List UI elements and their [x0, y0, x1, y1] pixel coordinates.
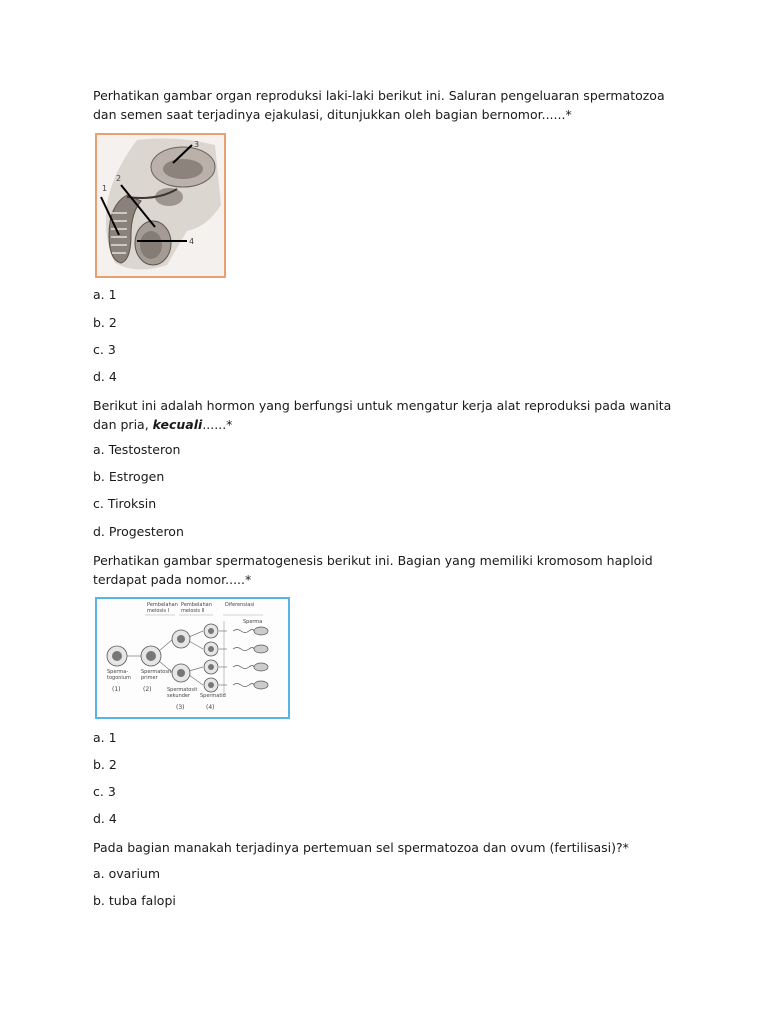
question-3-text: Perhatikan gambar spermatogenesis berikut ini. Bagian yang memiliki kromosom haploid terdapat pada nomor.....* [93, 553, 653, 587]
question-3-option-b[interactable]: b. 2 [93, 757, 117, 772]
question-3-option-a[interactable]: a. 1 [93, 730, 117, 745]
question-4-option-a[interactable]: a. ovarium [93, 866, 161, 881]
fig-label-spermatosit-sekunder-b: sekunder [167, 693, 191, 699]
question-2-option-a[interactable]: a. Testosteron [93, 442, 181, 457]
fig-label-n4: (4) [206, 704, 215, 711]
question-2-option-c[interactable]: c. Tiroksin [93, 496, 157, 511]
question-1-option-b[interactable]: b. 2 [93, 315, 117, 330]
question-2-emphasis: kecuali [152, 417, 203, 432]
fig-label-spermatid: Spermatid [200, 693, 226, 699]
fig-label-sperma: Sperma [243, 619, 263, 625]
question-2-option-d[interactable]: d. Progesteron [93, 524, 184, 539]
svg-text:meiosis II [181, 608, 205, 614]
question-3-option-d[interactable]: d. 4 [93, 811, 117, 826]
question-4-text: Pada bagian manakah terjadinya pertemuan sel spermatozoa dan ovum (fertilisasi)?* [93, 840, 629, 855]
svg-text:meiosis I [147, 608, 169, 614]
figure-label-3: 3 [194, 140, 200, 149]
question-1-option-d[interactable]: d. 4 [93, 369, 117, 384]
question-1-text: Perhatikan gambar organ reproduksi laki-laki berikut ini. Saluran pengeluaran spermatozoa dan semen saat terjadinya ejakulasi, ditunjukkan oleh bagian bernomor......* [93, 88, 665, 122]
question-2-text-after: ......* [202, 417, 233, 432]
spermatogenesis-figure [95, 597, 290, 719]
question-1-option-c[interactable]: c. 3 [93, 342, 116, 357]
fig-label-spermatogonium-b: togonium [107, 675, 131, 681]
figure-label-2: 2 [116, 174, 122, 183]
fig-label-n1: (1) [112, 686, 121, 693]
fig-label-spermatosit-primer-b: primer [141, 675, 158, 681]
question-1-option-a[interactable]: a. 1 [93, 287, 117, 302]
fig-label-meiosis1-b: meiosis I [147, 608, 170, 614]
fig-label-meiosis1-a: Pembelahan [147, 602, 178, 608]
question-3-option-c[interactable]: c. 3 [93, 784, 116, 799]
fig-label-spermatosit-primer-a: Spermatosit [141, 669, 172, 675]
question-2-option-b[interactable]: b. Estrogen [93, 469, 165, 484]
fig-label-spermatosit-sekunder-a: Spermatosit [167, 687, 198, 693]
figure-label-4: 4 [189, 237, 195, 246]
fig-label-meiosis2-b: meiosis II [181, 608, 205, 614]
fig-label-n2: (2) [143, 686, 152, 693]
fig-label-diferensiasi: Diferensiasi [225, 602, 255, 608]
question-2-text [93, 396, 673, 434]
fig-label-spermatogonium-a: Sperma- [107, 669, 129, 675]
question-2-text-before: Berikut ini adalah hormon yang berfungsi untuk mengatur kerja alat reproduksi pada wanita dan pria, [93, 398, 672, 432]
question-4-option-b[interactable]: b. tuba falopi [93, 893, 176, 908]
figure-label-1: 1 [102, 184, 108, 193]
fig-label-meiosis2-a: Pembelahan [181, 602, 212, 608]
male-reproductive-organ-figure [95, 133, 226, 278]
fig-label-n3: (3) [176, 704, 185, 711]
